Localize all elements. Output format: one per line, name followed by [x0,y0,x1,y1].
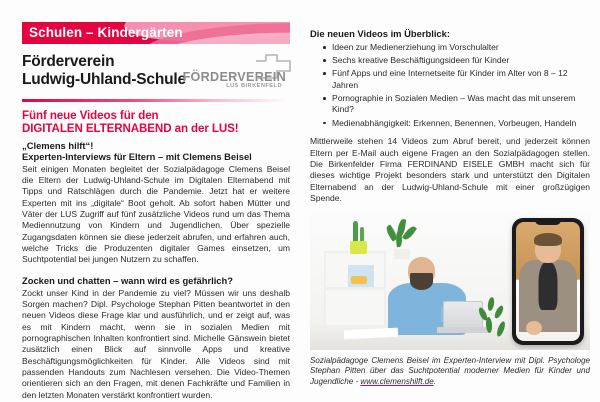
phone-video-call-screen [516,222,580,341]
article-photo [310,213,590,350]
list-item-label: Pornographie in Sozialen Medien – Was macht das mit unserem Kind? [332,92,576,115]
bullet-icon [323,59,326,62]
article-kicker: „Clemens hilft“! [22,139,94,151]
headline-line1: Fünf neue Videos für den [22,108,159,122]
clemenshilft-link[interactable]: www.clemenshilft.de [360,376,434,386]
list-item [332,42,590,54]
video-list [310,42,590,129]
call-person-hair [534,233,562,246]
list-item [332,93,590,116]
left-column [22,22,290,401]
logo-subtitle: LUS BIRKENFELD [226,83,282,89]
photo-framed-picture [348,265,374,287]
photo-laptop-screen [443,301,483,329]
phone-notch-icon [535,218,561,225]
call-person-shirt [539,262,558,310]
list-item [332,118,590,130]
organisation-title-line2: Ludwig-Uhland-Schule [22,71,186,88]
photo-smartphone [512,218,584,345]
photo-plant-icon [384,219,420,253]
right-column [310,28,590,387]
list-item [332,55,590,67]
section-banner [22,22,290,44]
article-headline [22,109,290,136]
bullet-icon [323,97,326,100]
photo-caption [310,356,590,388]
article-subhead: Experten-Interviews für Eltern – mit Clemens Beisel [22,150,252,162]
body-paragraph-2: Zockt unser Kind in der Pandemie zu viel? Müssen wir uns deshalb Sorgen machen? Dipl. Psychologe Stephan Pitten beantwortet in den neuen Videos diese Frage klar und ausführlich, und er zeigt auf, was es mit Kindern macht, wenn sie in sozialen Medien mit pornographischen Inhalten konfrontiert sind. Michelle Gänswein bietet zusätzlich einen Blick auf sinnvolle Apps und kreative Beschäftigungsmöglichkeiten für Kinder. Alle Videos sind mit passenden Handouts zum Nachlesen versehen. Die Video-Themen orientieren sich an den Fragen, mit denen Fachkräfte und Familien in den letzten Monaten verstärkt konfrontiert wurden. [22,287,290,400]
organisation-title-line1: Förderverein [22,53,115,70]
list-item-label: Medienabhängigkeit: Erkennen, Benennen, Vorbeugen, Handeln [332,117,577,128]
logo-wordmark: FÖRDERVEREIN [182,70,286,84]
video-list-heading: Die neuen Videos im Überblick: [310,28,450,39]
banner-label: Schulen – Kindergärten [29,25,183,40]
list-item-label: Ideen zur Medienerziehung im Vorschulalter [332,42,499,52]
bullet-icon [323,46,326,49]
header-divider [22,99,290,102]
organisation-header [22,53,290,97]
headline-line2: DIGITALEN ELTERNABEND an der LUS! [22,122,239,135]
photo-person-beard [410,273,433,290]
bullet-icon [323,122,326,125]
photo-caption-text: Sozialpädagoge Clemens Beisel im Experten-Interview mit Dipl. Psychologe Stephan Pitten über das Suchtpotential moderner Medien für Kinder und Jugendliche - [310,355,590,386]
photo-cactus-icon [353,221,358,243]
photo-cactus-pot [350,241,367,254]
section-heading: Zocken und chatten – wann wird es gefährlich? [22,274,233,286]
list-item-label: Sechs kreative Beschäftigungsideen für Kinder [332,55,510,66]
photo-shelf [324,251,386,327]
right-body-paragraph: Mittlerweile stehen 14 Videos zum Abruf bereit, und jederzeit können Eltern per E-Mail auch eigene Fragen an den Sozialpädagogen stellen. Die Birkenfelder Firma FERDINAND EISELE GMBH macht sich für dieses wichtige Projekt besonders stark und unterstützt den Digitalen Elternabend an der Ludwig-Uhland-Schule mit einer großzügigen Spende. [310,136,590,204]
call-person-hand [526,321,542,335]
list-item [332,68,590,91]
photo-plant-pot [394,249,410,259]
caption-period: . [433,376,436,386]
bullet-icon [323,72,326,75]
list-item-label: Fünf Apps und eine Internetseite für Kinder im Alter von 8 – 12 Jahren [332,68,568,90]
foerderverein-logo [170,54,294,94]
body-paragraph-1: Seit einigen Monaten begleitet der Sozialpädagoge Clemens Beisel die Eltern der Ludwig-Uhland-Schule im Digitalen Elternabend mit Tipps und Ratschlägen durch die Pandemie. Jetzt hat er weitere Experten mit ins „digitale“ Boot geholt. Ab sofort haben Mütter und Väter der LUS Zugriff auf fünf zusätzliche Videos rund um das Thema Mediennutzung von Kindern und Jugendlichen. Über spezielle Zugangsdaten können sie diese jederzeit abrufen, und erfahren auch, welche Tricks die Produzenten digitaler Games einsetzen, um Suchtpotential bei jungen Nutzern zu schaffen. [22,163,290,265]
